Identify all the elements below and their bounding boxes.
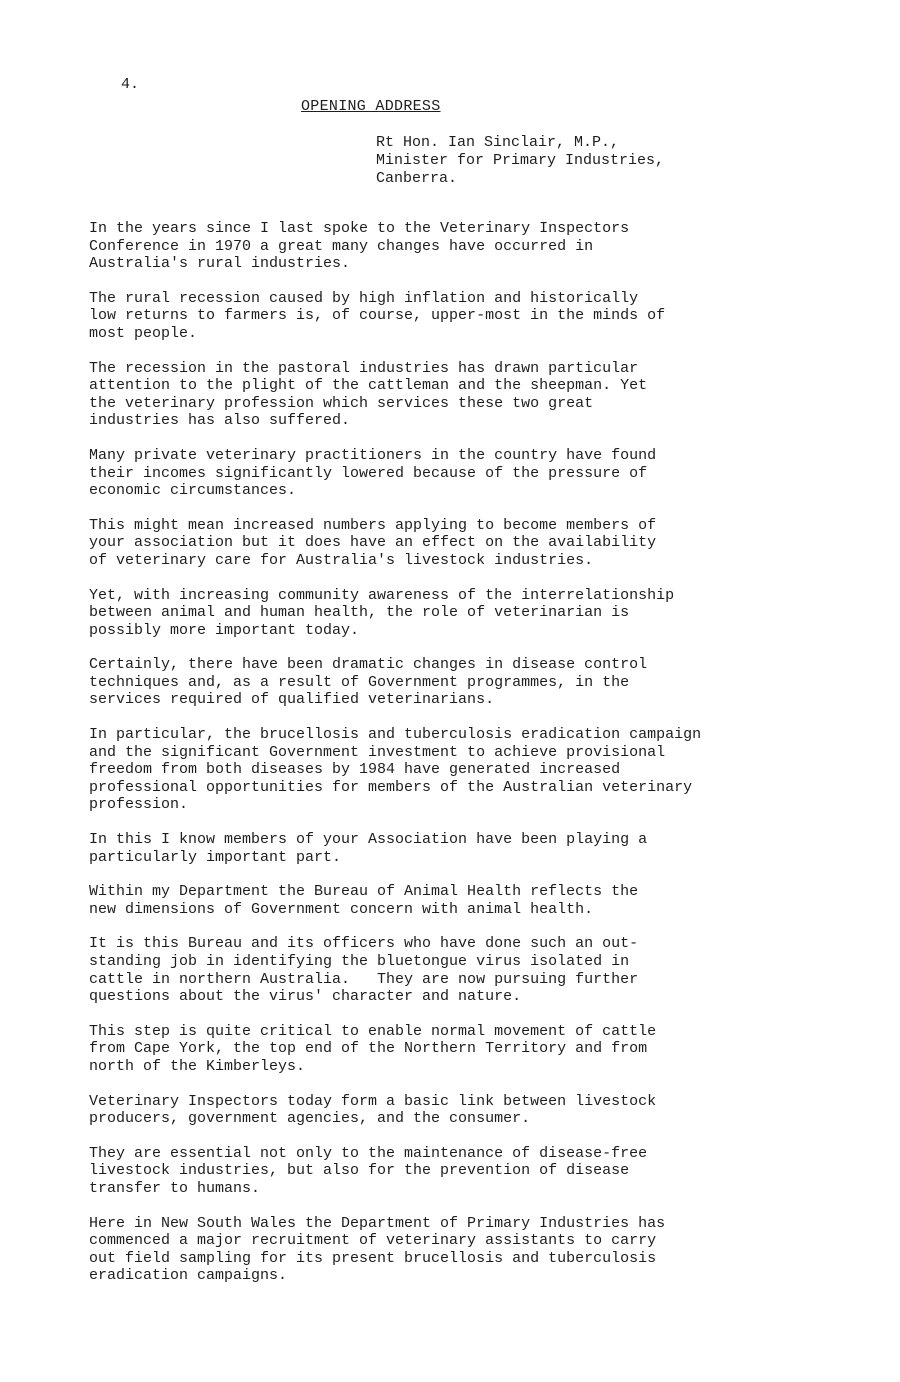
paragraph-line: Conference in 1970 a great many changes have occurred in [89, 237, 594, 255]
paragraph-line: It is this Bureau and its officers who have done such an out- [89, 935, 639, 953]
paragraph-line: Veterinary Inspectors today form a basic link between livestock [89, 1092, 657, 1110]
speaker-line: Rt Hon. Ian Sinclair, M.P., [376, 134, 620, 151]
paragraph-line: Yet, with increasing community awareness of the interrelationship [89, 586, 675, 604]
paragraph-line: This step is quite critical to enable normal movement of cattle [89, 1022, 657, 1040]
paragraph-line: In the years since I last spoke to the Veterinary Inspectors [89, 220, 630, 237]
page-number: 4. [121, 76, 140, 93]
paragraph [89, 290, 829, 343]
paragraph [89, 883, 829, 918]
body-text [89, 220, 829, 1302]
paragraph [89, 1023, 829, 1076]
paragraph-line: services required of qualified veterinarians. [89, 691, 495, 709]
paragraph [89, 587, 829, 640]
paragraph [89, 360, 829, 430]
paragraph [89, 726, 829, 814]
paragraph-line: transfer to humans. [89, 1179, 261, 1197]
paragraph-line: attention to the plight of the cattleman and the sheepman. Yet [89, 377, 648, 395]
speaker-line: Canberra. [376, 170, 458, 187]
paragraph [89, 1145, 829, 1198]
paragraph-line: your association but it does have an effect on the availability [89, 534, 657, 552]
paragraph-line: their incomes significantly lowered because of the pressure of [89, 464, 648, 482]
paragraph-line: north of the Kimberleys. [89, 1057, 306, 1075]
paragraph [89, 220, 829, 273]
paragraph-line: The recession in the pastoral industries has drawn particular [89, 359, 639, 377]
paragraph-line: economic circumstances. [89, 482, 297, 500]
paragraph-line: Within my Department the Bureau of Animal Health reflects the [89, 883, 639, 901]
paragraph-line: The rural recession caused by high inflation and historically [89, 289, 639, 307]
paragraph-line: and the significant Government investment to achieve provisional [89, 743, 666, 761]
paragraph-line: cattle in northern Australia. They are now pursuing further [89, 970, 639, 988]
paragraph-line: livestock industries, but also for the prevention of disease [89, 1162, 630, 1180]
paragraph-line: They are essential not only to the maintenance of disease-free [89, 1144, 648, 1162]
speaker-block [376, 134, 664, 188]
paragraph-line: In particular, the brucellosis and tuberculosis eradication campaign [89, 726, 702, 744]
speaker-line: Minister for Primary Industries, [376, 152, 665, 169]
paragraph-line: the veterinary profession which services these two great [89, 394, 594, 412]
paragraph-line: industries has also suffered. [89, 412, 351, 430]
paragraph-line: standing job in identifying the bluetongue virus isolated in [89, 953, 630, 970]
paragraph-line: most people. [89, 324, 198, 342]
paragraph-line: particularly important part. [89, 848, 342, 866]
paragraph [89, 447, 829, 500]
paragraph-line: new dimensions of Government concern with animal health. [89, 900, 594, 918]
paragraph-line: This might mean increased numbers applying to become members of [89, 516, 657, 534]
paragraph-line: freedom from both diseases by 1984 have generated increased [89, 761, 621, 779]
paragraph-line: low returns to farmers is, of course, upper-most in the minds of [89, 307, 666, 325]
paragraph-line: profession. [89, 796, 189, 814]
paragraph-line: between animal and human health, the role of veterinarian is [89, 604, 630, 622]
paragraph-line: from Cape York, the top end of the Northern Territory and from [89, 1040, 648, 1058]
paragraph-line: out field sampling for its present brucellosis and tuberculosis [89, 1249, 657, 1267]
paragraph [89, 656, 829, 709]
paragraph-line: Many private veterinary practitioners in the country have found [89, 446, 657, 464]
paragraph-line: questions about the virus' character and nature. [89, 988, 522, 1006]
paragraph-line: commenced a major recruitment of veterinary assistants to carry [89, 1232, 657, 1250]
paragraph-line: Here in New South Wales the Department of Primary Industries has [89, 1214, 666, 1232]
paragraph [89, 831, 829, 866]
paragraph [89, 1215, 829, 1285]
paragraph-line: of veterinary care for Australia's livestock industries. [89, 551, 594, 569]
paragraph-line: possibly more important today. [89, 621, 360, 639]
paragraph [89, 517, 829, 570]
paragraph [89, 935, 829, 1005]
paragraph-line: professional opportunities for members of the Australian veterinary [89, 778, 693, 796]
paragraph-line: Certainly, there have been dramatic changes in disease control [89, 656, 648, 674]
paragraph-line: techniques and, as a result of Government programmes, in the [89, 673, 630, 691]
paragraph-line: eradication campaigns. [89, 1267, 288, 1285]
paragraph [89, 1093, 829, 1128]
paragraph-line: producers, government agencies, and the consumer. [89, 1110, 531, 1128]
paragraph-line: Australia's rural industries. [89, 255, 351, 273]
page-title: OPENING ADDRESS [301, 98, 441, 115]
paragraph-line: In this I know members of your Association have been playing a [89, 831, 648, 849]
